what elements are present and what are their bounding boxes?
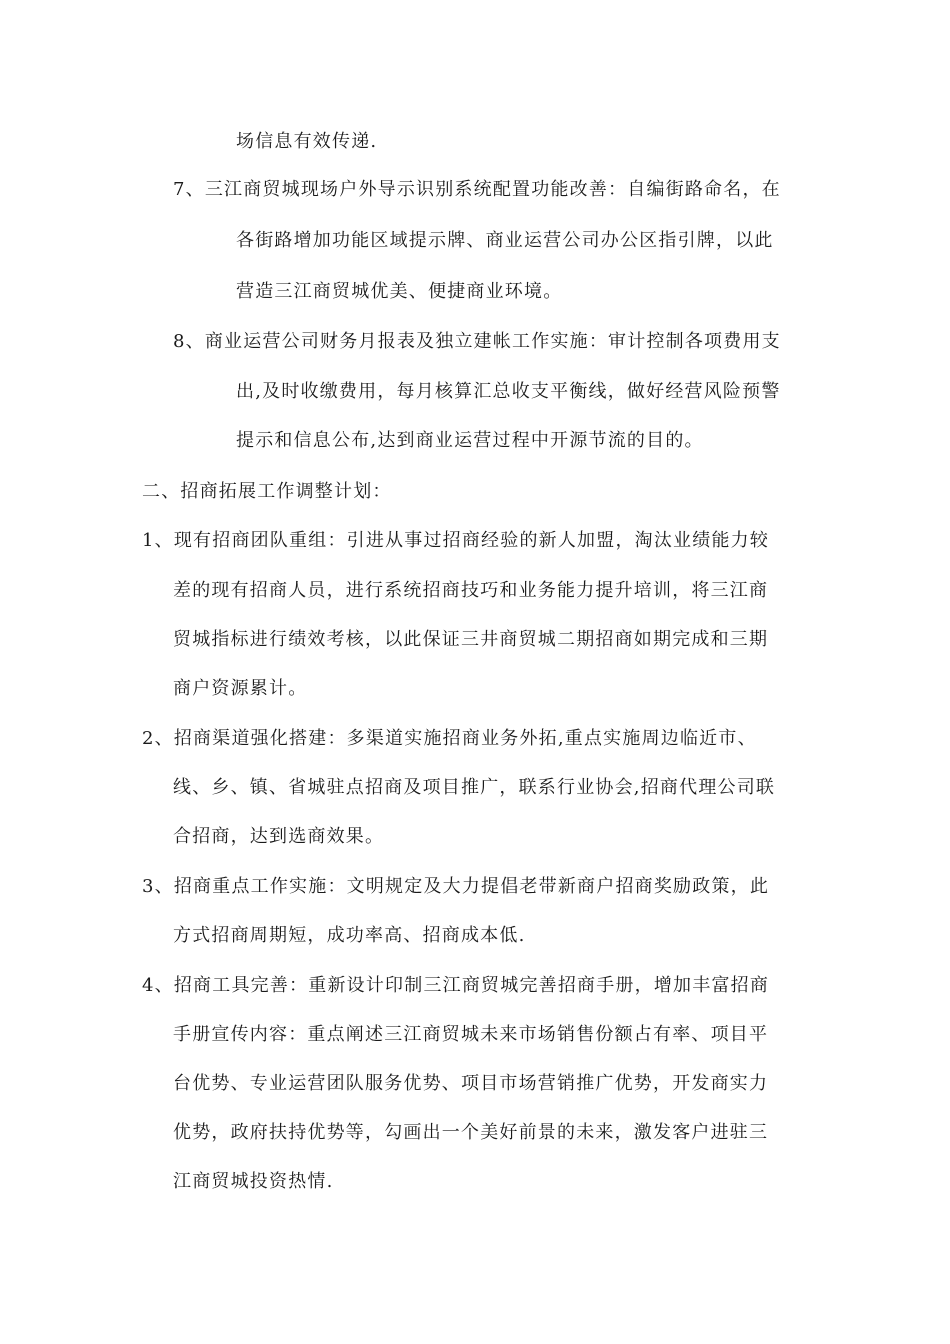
item-4-line-1: 4、招商工具完善：重新设计印制三江商贸城完善招商手册，增加丰富招商 xyxy=(142,975,770,996)
item-8-line-2: 出,及时收缴费用，每月核算汇总收支平衡线，做好经营风险预警 xyxy=(236,381,781,402)
item-2-line-1: 2、招商渠道强化搭建：多渠道实施招商业务外拓,重点实施周边临近市、 xyxy=(142,728,757,749)
item-1-line-3: 贸城指标进行绩效考核，以此保证三井商贸城二期招商如期完成和三期 xyxy=(173,629,769,650)
item-7-line-2: 各街路增加功能区域提示牌、商业运营公司办公区指引牌，以此 xyxy=(236,230,774,251)
item-3-line-2: 方式招商周期短，成功率高、招商成本低. xyxy=(173,925,526,946)
item-7-line-1: 7、三江商贸城现场户外导示识别系统配置功能改善：自编街路命名，在 xyxy=(173,179,781,200)
item-4-line-4: 优势，政府扶持优势等，勾画出一个美好前景的未来，激发客户进驻三 xyxy=(173,1122,769,1143)
item-4-line-5: 江商贸城投资热情. xyxy=(173,1171,334,1192)
paragraph-6-line-3: 场信息有效传递. xyxy=(236,131,378,152)
item-2-line-3: 合招商，达到选商效果。 xyxy=(173,826,385,847)
item-1-line-1: 1、现有招商团队重组：引进从事过招商经验的新人加盟，淘汰业绩能力较 xyxy=(142,530,770,551)
item-2-line-2: 线、乡、镇、省城驻点招商及项目推广，联系行业协会,招商代理公司联 xyxy=(173,777,776,798)
item-8-line-3: 提示和信息公布,达到商业运营过程中开源节流的目的。 xyxy=(236,430,704,451)
item-1-line-4: 商户资源累计。 xyxy=(173,678,308,699)
item-8-line-1: 8、商业运营公司财务月报表及独立建帐工作实施：审计控制各项费用支 xyxy=(173,331,781,352)
item-7-line-3: 营造三江商贸城优美、便捷商业环境。 xyxy=(236,281,563,302)
item-4-line-3: 台优势、专业运营团队服务优势、项目市场营销推广优势，开发商实力 xyxy=(173,1073,769,1094)
item-4-line-2: 手册宣传内容：重点阐述三江商贸城未来市场销售份额占有率、项目平 xyxy=(173,1024,769,1045)
item-3-line-1: 3、招商重点工作实施：文明规定及大力提倡老带新商户招商奖励政策，此 xyxy=(142,876,770,897)
item-1-line-2: 差的现有招商人员，进行系统招商技巧和业务能力提升培训，将三江商 xyxy=(173,580,769,601)
section-heading-2: 二、招商拓展工作调整计划： xyxy=(142,481,392,502)
